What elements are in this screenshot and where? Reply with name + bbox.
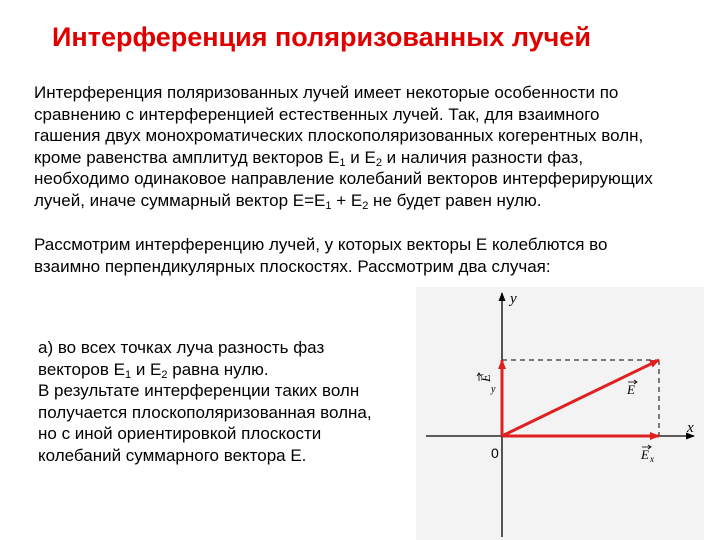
svg-text:E: E <box>627 382 635 397</box>
y-axis-label: y <box>510 291 517 307</box>
consider-line-1: Рассмотрим интерференцию лучей, у которых векторы E колеблются во <box>34 235 608 254</box>
consider-line-2: взаимно перпендикулярных плоскостях. Рассмотрим два случая: <box>34 256 551 276</box>
vector-diagram <box>416 287 704 540</box>
case-a-text <box>38 337 372 466</box>
case-a-line-6: колебаний суммарного вектора E. <box>38 445 307 465</box>
intro-line-1: Интерференция поляризованных лучей имеет некоторые особенности по <box>34 83 619 102</box>
vector-e-label <box>626 380 637 397</box>
intro-line-3: гашения двух монохроматических плоскополяризованных когерентных волн, <box>34 126 644 145</box>
case-a-line-3: В результате интерференции таких волн <box>38 381 360 400</box>
x-axis-label: x <box>687 420 694 436</box>
svg-text:E: E <box>641 447 649 462</box>
intro-line-4: кроме равенства амплитуд векторов $E_1$ и $E_2$ и наличия разности фаз, <box>34 147 584 169</box>
vector-ey-sub: y <box>491 384 496 395</box>
consider-paragraph <box>34 234 704 277</box>
intro-line-5: необходимо одинаковое направление колебаний векторов интерферирующих <box>34 169 653 188</box>
slide-title: Интерференция поляризованных лучей <box>52 22 591 52</box>
intro-paragraph <box>34 82 704 211</box>
case-a-line-5: но с иной ориентировкой плоскости <box>38 424 322 443</box>
vector-ey-label <box>477 373 493 383</box>
case-a-line-1: а) во всех точках луча разность фаз <box>38 338 325 357</box>
intro-line-6: лучей, иначе суммарный вектор $E=E_1 + E_2$ не будет равен нулю. <box>34 190 542 212</box>
vector-e <box>502 360 659 436</box>
vector-ex-label <box>640 445 654 464</box>
case-a-line-4: получается плоскополяризованная волна, <box>38 402 372 422</box>
origin-label: 0 <box>491 445 499 461</box>
intro-line-2: сравнению с интерференцией естественных лучей. Так, для взаимного <box>34 104 600 124</box>
svg-text:x: x <box>650 454 654 464</box>
svg-text:E: E <box>478 374 493 382</box>
case-a-line-2: векторов $E_1$ и $E_2$ равна нулю. <box>38 359 269 381</box>
vector-diagram-svg <box>416 287 704 540</box>
